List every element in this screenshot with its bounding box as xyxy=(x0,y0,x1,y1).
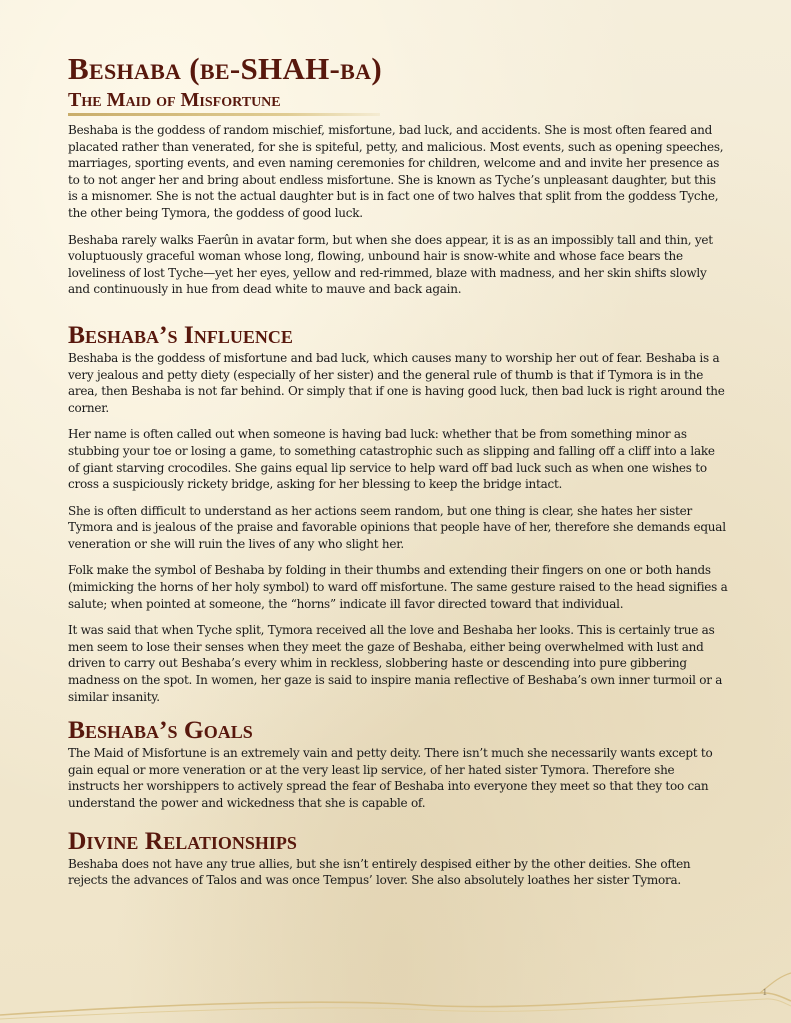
influence-heading: Beshaba’s Influence xyxy=(68,319,293,349)
influence-paragraph-1: Beshaba is the goddess of misfortune and bad luck, which causes many to worship her out of fear. Beshaba is a very jealous and petty diety (especially of her sister) and the general rule of thumb is that if Tymora is in the area, then Beshaba is not far behind. Or simply that if one is having good luck, then bad luck is right around the corner. xyxy=(68,350,725,415)
influence-paragraph-2: Her name is often called out when someone is having bad luck: whether that be from something minor as stubbing your toe or losing a game, to something catastrophic such as slipping and falling off a cliff into a lake of giant starving crocodiles. She gains equal lip service to help ward off bad luck such as when one wishes to cross a suspiciously rickety bridge, asking for her blessing to keep the bridge intact. xyxy=(68,427,715,492)
influence-paragraph-5: It was said that when Tyche split, Tymora received all the love and Beshaba her looks. This is certainly true as men seem to lose their senses when they meet the gaze of Beshaba, either being overwhelmed with lust and driven to carry out Beshaba’s every whim in reckless, slobbering haste or descending into pure gibbering madness on the spot. In women, her gaze is said to inspire mania reflective of Beshaba’s own inner turmoil or a similar insanity. xyxy=(68,623,723,704)
goals-heading: Beshaba’s Goals xyxy=(68,715,253,745)
page-number: 1 xyxy=(762,987,767,997)
subtitle-underline xyxy=(68,113,380,116)
influence-paragraph-3: She is often difficult to understand as her actions seem random, but one thing is clear, she hates her sister Tymora and is jealous of the praise and favorable opinions that people have of her, therefore she demands equal veneration or she will ruin the lives of any who slight her. xyxy=(68,503,726,551)
intro-paragraph-1: Beshaba is the goddess of random mischief, misfortune, bad luck, and accidents. She is most often feared and placated rather than venerated, for she is spiteful, petty, and malicious. Most events, such as opening speeches, marriages, sporting events, and even naming ceremonies for children, welcome and and invite her presence as to to not anger her and bring about endless misfortune. She is known as Tyche’s unpleasant daughter, but this is a misnomer. She is not the actual daughter but is in fact one of two halves that split from the goddess Tyche, the other being Tymora, the goddess of good luck. xyxy=(68,123,724,220)
footer-ornament xyxy=(0,963,791,1023)
document-page xyxy=(68,50,728,899)
relationships-paragraph-1: Beshaba does not have any true allies, but she isn’t entirely despised either by the other deities. She often rejects the advances of Talos and was once Tempus’ lover. She also absolutely loathes her sister Tymora. xyxy=(68,856,691,888)
relationships-heading: Divine Relationships xyxy=(68,825,297,855)
page-subtitle: The Maid of Misfortune xyxy=(68,89,281,111)
goals-paragraph-1: The Maid of Misfortune is an extremely vain and petty deity. There isn’t much she necessarily wants except to gain equal or more veneration or at the very least lip service, of her hated sister Tymora. Therefore she instructs her worshippers to actively spread the fear of Beshaba into everyone they meet so that they too can understand the power and wickedness that she is capable of. xyxy=(68,746,713,810)
intro-paragraph-2: Beshaba rarely walks Faerûn in avatar form, but when she does appear, it is as an impossibly tall and thin, yet voluptuously graceful woman whose long, flowing, unbound hair is snow-white and whose face bears the loveliness of lost Tyche—yet her eyes, yellow and red-rimmed, blaze with madness, and her skin shifts slowly and continuously in hue from dead white to mauve and back again. xyxy=(68,232,713,297)
influence-paragraph-4: Folk make the symbol of Beshaba by folding in their thumbs and extending their fingers on one or both hands (mimicking the horns of her holy symbol) to ward off misfortune. The same gesture raised to the head signifies a salute; when pointed at someone, the “horns” indicate ill favor directed toward that individual. xyxy=(68,563,728,611)
page-title: Beshaba (be-SHAH-ba) xyxy=(68,51,382,86)
